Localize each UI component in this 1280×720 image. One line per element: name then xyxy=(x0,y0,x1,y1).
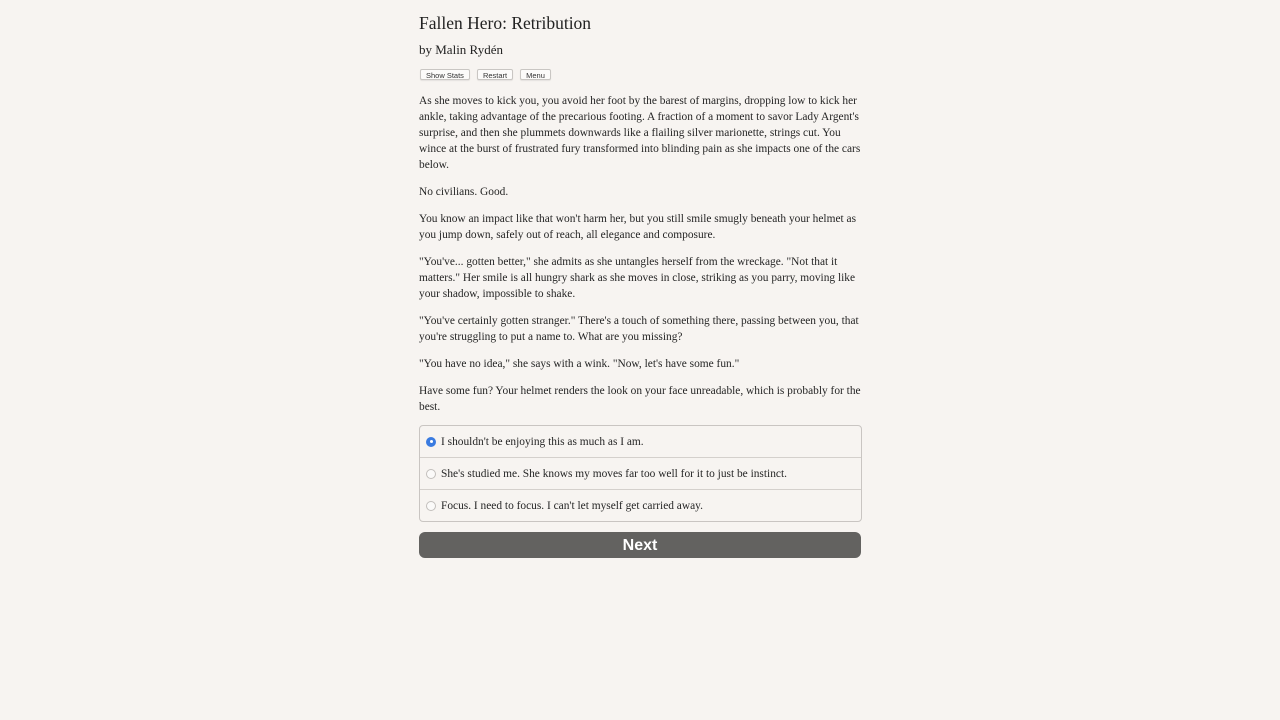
choice-list xyxy=(419,425,862,522)
game-title: Fallen Hero: Retribution xyxy=(419,13,592,33)
restart-button[interactable]: Restart xyxy=(477,69,513,80)
story-paragraph: Have some fun? Your helmet renders the look on your face unreadable, which is probably for the best. xyxy=(419,385,861,413)
show-stats-button[interactable]: Show Stats xyxy=(420,69,470,80)
story-text xyxy=(419,93,861,426)
choice-label: Focus. I need to focus. I can't let myself get carried away. xyxy=(441,499,703,512)
radio-unselected-icon[interactable] xyxy=(426,469,436,479)
choice-option-3[interactable] xyxy=(420,489,861,521)
choice-option-2[interactable] xyxy=(420,457,861,489)
story-paragraph: "You've certainly gotten stranger." There's a touch of something there, passing between you, that you're struggling to put a name to. What are you missing? xyxy=(419,315,859,343)
choice-label: I shouldn't be enjoying this as much as I am. xyxy=(441,435,644,448)
choice-option-1[interactable] xyxy=(420,426,861,457)
story-paragraph: No civilians. Good. xyxy=(419,186,509,198)
toolbar xyxy=(420,69,551,80)
radio-selected-icon[interactable] xyxy=(426,437,436,447)
next-button[interactable]: Next xyxy=(419,532,861,558)
story-paragraph: You know an impact like that won't harm her, but you still smile smugly beneath your helmet as you jump down, safely out of reach, all elegance and composure. xyxy=(419,213,857,241)
choice-label: She's studied me. She knows my moves far too well for it to just be instinct. xyxy=(441,467,787,480)
game-author: by Malin Rydén xyxy=(419,42,503,57)
radio-unselected-icon[interactable] xyxy=(426,501,436,511)
story-paragraph: "You've... gotten better," she admits as she untangles herself from the wreckage. "Not that it matters." Her smile is all hungry shark as she moves in close, striking as you parry, moving like your shadow, impossible to shake. xyxy=(419,256,856,300)
story-paragraph: "You have no idea," she says with a wink. "Now, let's have some fun." xyxy=(419,358,740,370)
story-paragraph: As she moves to kick you, you avoid her foot by the barest of margins, dropping low to kick her ankle, taking advantage of the precarious footing. A fraction of a moment to savor Lady Argent's surprise, and then she plummets downwards like a flailing silver marionette, strings cut. You wince at the burst of frustrated fury transformed into blinding pain as she impacts one of the cars below. xyxy=(419,95,861,171)
menu-button[interactable]: Menu xyxy=(520,69,551,80)
